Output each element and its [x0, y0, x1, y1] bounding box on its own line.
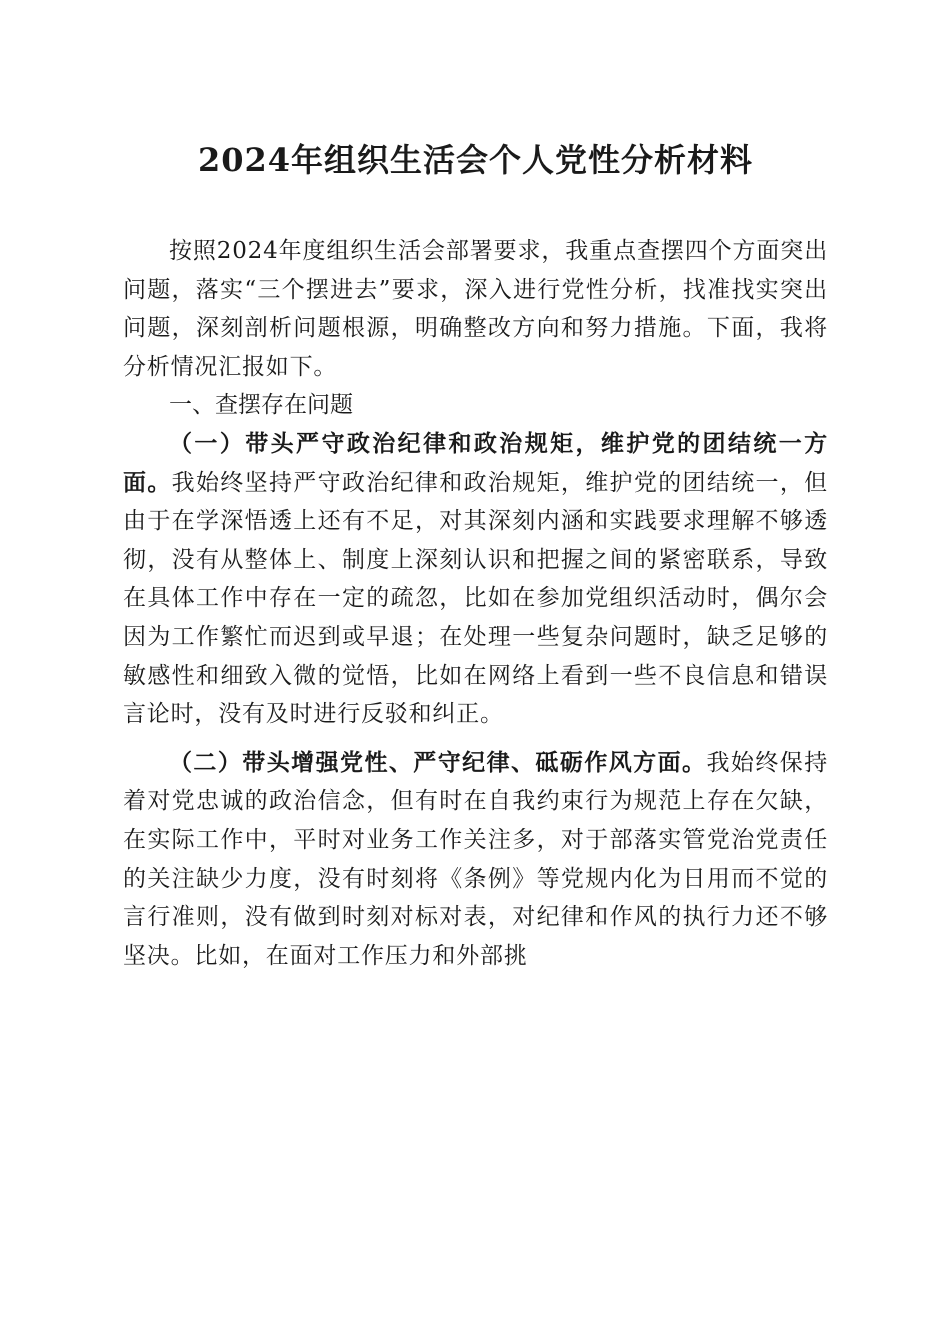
item-2-paragraph — [123, 744, 828, 976]
item-2-heading: （二）带头增强党性、严守纪律、砥砺作风方面。 — [169, 748, 707, 776]
item-1-heading: （一）带头严守政治纪律和政治规矩，维护党的团结统一方面。 — [123, 429, 828, 496]
section-1-heading: 一、查摆存在问题 — [169, 392, 353, 419]
item-2-body: 我始终保持着对党忠诚的政治信念，但有时在自我约束行为规范上存在欠缺，在实际工作中，平时对业务工作关注多，对于部落实管党治党责任的关注缺少力度，没有时刻将《条例》等党规内化为日用而不觉的言行准则，没有做到时刻对标对表，对纪律和作风的执行力还不够坚决。比如，在面对工作压力和外部挑 — [123, 749, 828, 969]
intro-paragraph: 按照2024年度组织生活会部署要求，我重点查摆四个方面突出问题，落实“三个摆进去”要求，深入进行党性分析，找准找实突出问题，深刻剖析问题根源，明确整改方向和努力措施。下面，我将分析情况汇报如下。 — [123, 238, 828, 380]
item-1-paragraph — [123, 425, 828, 734]
document-body — [123, 232, 828, 975]
item-1-body: 我始终坚持严守政治纪律和政治规矩，维护党的团结统一，但由于在学深悟透上还有不足，对其深刻内涵和实践要求理解不够透彻，没有从整体上、制度上深刻认识和把握之间的紧密联系，导致在具体工作中存在一定的疏忽，比如在参加党组织活动时，偶尔会因为工作繁忙而迟到或早退；在处理一些复杂问题时，缺乏足够的敏感性和细致入微的觉悟，比如在网络上看到一些不良信息和错误言论时，没有及时进行反驳和纠正。 — [123, 469, 828, 728]
document-title: 2024年组织生活会个人党性分析材料 — [197, 141, 754, 179]
